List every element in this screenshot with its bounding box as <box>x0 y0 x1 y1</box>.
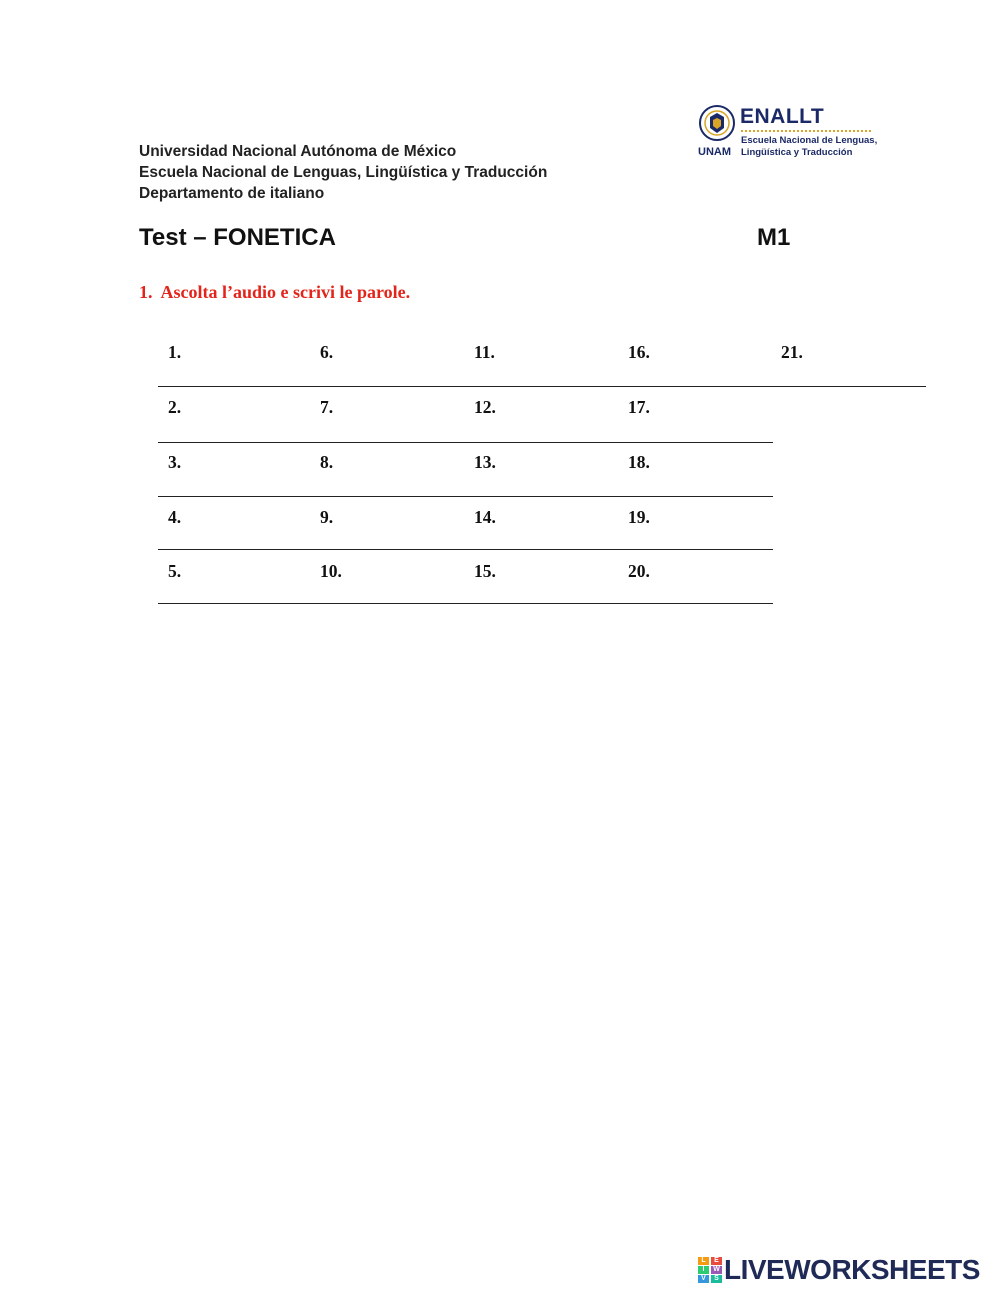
answer-item-20[interactable]: 20. <box>628 561 650 581</box>
unam-seal-icon <box>698 104 736 142</box>
exercise-instruction <box>139 282 410 303</box>
answer-item-10[interactable]: 10. <box>320 561 342 581</box>
answer-item-7[interactable]: 7. <box>320 397 334 417</box>
answer-item-15[interactable]: 15. <box>474 561 496 581</box>
answer-item-3[interactable]: 3. <box>168 452 182 472</box>
university-name: Universidad Nacional Autónoma de México <box>139 143 457 160</box>
exercise-instruction-text: Ascolta l’audio e scrivi le parole. <box>160 282 411 302</box>
test-title: Test – FONETICA <box>139 224 336 251</box>
logo-subtitle-1: Escuela Nacional de Lenguas, <box>741 135 878 146</box>
answer-item-19[interactable]: 19. <box>628 507 650 527</box>
answer-item-17[interactable]: 17. <box>628 397 650 417</box>
answer-item-16[interactable]: 16. <box>628 342 650 362</box>
answer-item-21[interactable]: 21. <box>781 342 803 362</box>
logo-divider <box>741 130 871 132</box>
liveworksheets-logo-icon: L I V <box>698 1257 709 1283</box>
row-divider-2 <box>158 442 773 443</box>
answer-item-4[interactable]: 4. <box>168 507 182 527</box>
answer-item-5[interactable]: 5. <box>168 561 182 581</box>
answer-item-11[interactable]: 11. <box>474 342 495 362</box>
institution-header <box>139 141 547 204</box>
liveworksheets-brand: LIVEWORKSHEETS <box>724 1254 980 1285</box>
level-label: M1 <box>757 224 791 251</box>
answer-item-9[interactable]: 9. <box>320 507 334 527</box>
unam-label: UNAM <box>698 146 731 158</box>
answer-item-2[interactable]: 2. <box>168 397 182 417</box>
answer-item-6[interactable]: 6. <box>320 342 334 362</box>
row-divider-4 <box>158 549 773 550</box>
answer-item-1[interactable]: 1. <box>168 342 182 362</box>
logo-subtitle-2: Lingüística y Traducción <box>741 147 853 158</box>
row-divider-1 <box>158 386 926 387</box>
answer-item-13[interactable]: 13. <box>474 452 496 472</box>
exercise-number: 1. <box>139 282 153 302</box>
answer-item-8[interactable]: 8. <box>320 452 334 472</box>
enallt-logo <box>698 104 878 160</box>
answer-item-12[interactable]: 12. <box>474 397 496 417</box>
row-divider-5 <box>158 603 773 604</box>
answer-item-14[interactable]: 14. <box>474 507 496 527</box>
answer-item-18[interactable]: 18. <box>628 452 650 472</box>
enallt-label: ENALLT <box>740 105 825 128</box>
department-name: Departamento de italiano <box>139 185 325 202</box>
row-divider-3 <box>158 496 773 497</box>
school-name: Escuela Nacional de Lenguas, Lingüística y Traducción <box>139 164 548 181</box>
